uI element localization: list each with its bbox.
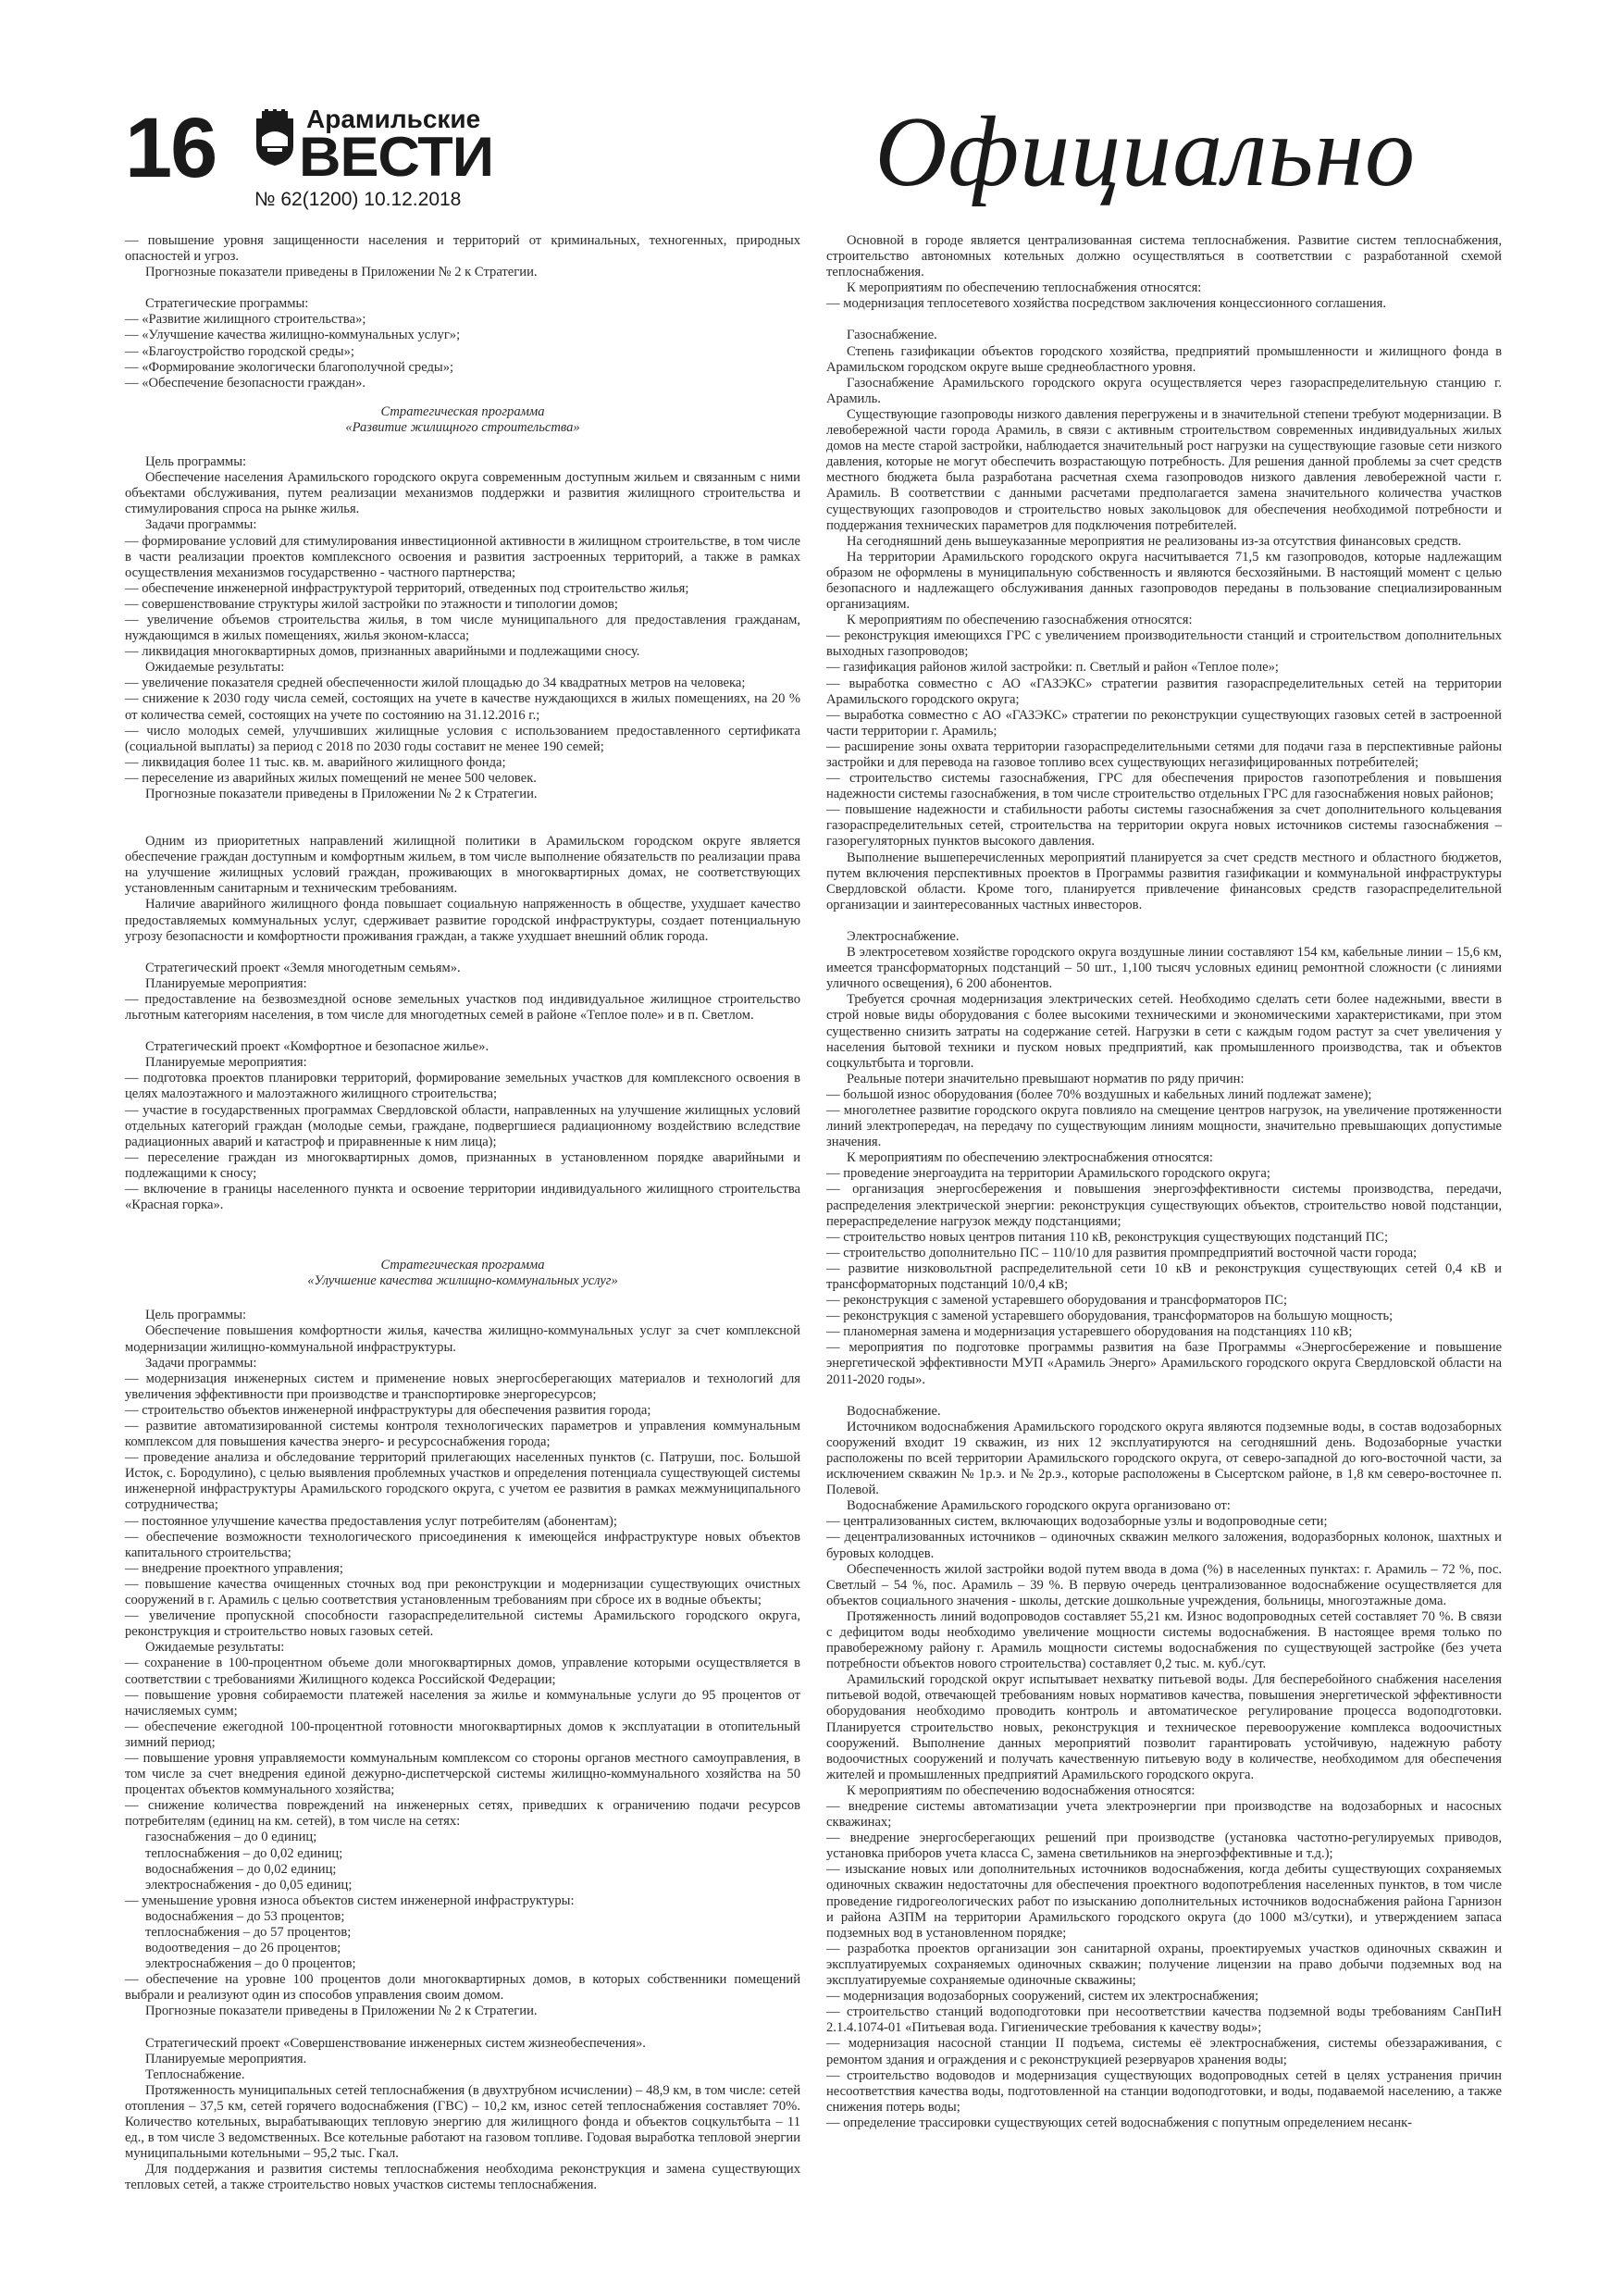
paragraph: Задачи программы:: [145, 517, 257, 533]
list-item: — проведение анализа и обследование территорий прилегающих населенных пунктов (с. Патруши, пос. Большой Исток, с. Бородулино), с целью выявления проблемных участков и определения потенциала существующей системы инженерной инфраструктуры Арамильского городского округа, с учетом ее развития в рамках межмуниципального сотрудничества;: [125, 1450, 800, 1513]
page-number: 16: [125, 101, 217, 195]
list-item: — сохранение в 100-процентном объеме доли многоквартирных домов, управление которыми осуществляется в соответствии с требованиями Жилищного кодекса Российской Федерации;: [125, 1656, 800, 1687]
paragraph: Арамильский городской округ испытывает нехватку питьевой воды. Для бесперебойного снабжения населения питьевой водой, отвечающей требованиям новых нормативов качества, повышения энергетической эффективности оборудования необходимо проводить контроль и автоматическое регулирование процесса водоподготовки. Планируется строительство новых, реконструкция и техническое перевооружение комплекса водоочистных сооружений. Выполнение данных мероприятий позволит гарантировать устойчивую, надежную работу водоочистных сооружений и получать качественную питьевую воду в количестве, необходимом для обеспечения жителей и промышленных предприятий Арамильского городского округа.: [826, 1672, 1502, 1782]
paragraph: Обеспеченность жилой застройки водой путем ввода в дома (%) в населенных пунктах: г. Арамиль – 72 %, пос. Светлый – 54 %, пос. Арамиль – 39 %. В первую очередь централизованное водоснабжение осуществляется для объектов социального значения - школы, детские дошкольные учреждения, больницы, многоэтажные дома.: [826, 1561, 1502, 1608]
paragraph: Ожидаемые результаты:: [145, 1640, 285, 1656]
paragraph: Источником водоснабжения Арамильского городского округа являются подземные воды, в состав водозаборных сооружений входит 19 скважин, из них 12 эксплуатируются на сегодняшний день. Водозаборные участки расположены по всей территории Арамильского городского округа, от северо-западной до юго-восточной части, за исключением скважин № 1р.э. и № 2р.э., которые расположены в Сысертском районе, в 1,8 км северо-восточнее п. Полевой.: [826, 1419, 1502, 1498]
list-item: — увеличение объемов строительства жилья, в том числе муниципального для предоставления гражданам, нуждающимся в жилых помещениях, жилья эконом-класса;: [125, 613, 800, 644]
paragraph: теплоснабжения – до 0,02 единиц;: [145, 1845, 343, 1861]
list-item: — уменьшение уровня износа объектов систем инженерной инфраструктуры:: [125, 1893, 800, 1909]
list-item: — модернизация насосной станции II подъема, системы её электроснабжения, системы обеззараживания, с ремонтом здания и ограждения и с реконструкцией резервуаров хранения воды;: [826, 2036, 1502, 2067]
list-item: — обеспечение возможности технологического присоединения к имеющейся инфраструктуре новых объектов капитального строительства;: [125, 1530, 800, 1561]
left-column: [125, 233, 800, 2194]
paragraph: Цель программы:: [145, 454, 247, 470]
paragraph: Прогнозные показатели приведены в Приложении № 2 к Стратегии.: [145, 2004, 538, 2019]
list-item: — повышение уровня собираемости платежей населения за жилье и коммунальные услуги до 95 процентов от начисляемых сумм;: [125, 1688, 800, 1719]
paragraph: Выполнение вышеперечисленных мероприятий планируется за счет средств местного и областного бюджетов, путем включения перспективных проектов в Программы развития газификации и коммунальной инфраструктуры Свердловской области. Кроме того, планируется привлечение финансовых средств газораспределительной организации и заинтересованных частных инвесторов.: [826, 850, 1502, 912]
list-item: — формирование условий для стимулирования инвестиционной активности в жилищном строительстве, в том числе в части реализации проектов комплексного освоения и развития застроенных территорий, а также в рамках осуществления механизмов государственно - частного партнерства;: [125, 534, 800, 581]
list-item: — увеличение показателя средней обеспеченности жилой площадью до 34 квадратных метров на человека;: [125, 676, 800, 691]
list-item: — реконструкция имеющихся ГРС с увеличением производительности станций и строительством дополнительных выходных газопроводов;: [826, 628, 1502, 660]
paragraph: Газоснабжение.: [847, 328, 937, 343]
list-item: — расширение зоны охвата территории газораспределительными сетями для подачи газа в перспективные районы застройки и для перевода на газовое топливо всех существующих негазифицированных потребителей;: [826, 739, 1502, 771]
list-item: — строительство системы газоснабжения, ГРС для обеспечения приростов газопотребления и повышения надежности системы газоснабжения, в том числе строительство отдельных ГРС для газоснабжения новых районов;: [826, 771, 1502, 802]
paragraph: Водоснабжение Арамильского городского округа организовано от:: [847, 1498, 1231, 1514]
list-item: — включение в границы населенного пункта и освоение территории индивидуального жилищного строительства «Красная горка».: [125, 1182, 800, 1213]
list-item: — переселение граждан из многоквартирных домов, признанных в установленном порядке аварийными и подлежащими к сносу;: [125, 1150, 800, 1182]
paragraph: Стратегический проект «Совершенствование инженерных систем жизнеобеспечения».: [145, 2035, 646, 2051]
list-item: — число молодых семей, улучшивших жилищные условия с использованием предоставленного сертификата (социальной выплаты) за период с 2018 по 2030 годы составит не менее 190 семей;: [125, 724, 800, 755]
paragraph: Одним из приоритетных направлений жилищной политики в Арамильском городском округе является обеспечение граждан доступным и комфортным жильем, в том числе выполнение обязательств по реализации права на улучшение жилищных условий граждан, проживающих в многоквартирных домах, не соответствующих установленным санитарным и техническим требованиям.: [125, 834, 800, 897]
list-item: — строительство дополнительно ПС – 110/10 для развития промпредприятий восточной части города;: [826, 1246, 1502, 1261]
list-item: — развитие низковольтной распределительной сети 10 кВ и реконструкция существующих сетей 0,4 кВ и трансформаторных подстанций 10/0,4 кВ;: [826, 1261, 1502, 1293]
paragraph: — повышение уровня защищенности населения и территорий от криминальных, техногенных, природных опасностей и угроз.: [125, 233, 800, 265]
list-item: — реконструкция с заменой устаревшего оборудования, трансформаторов на большую мощность;: [826, 1309, 1502, 1324]
list-item: — строительство новых центров питания 110 кВ, реконструкция существующих подстанций ПС;: [826, 1230, 1502, 1246]
paragraph: К мероприятиям по обеспечению газоснабжения относятся:: [847, 613, 1193, 628]
list-item: — многолетнее развитие городского округа повлияло на смещение центров нагрузок, на увеличение протяженности линий электропередач, на передачу по существующим линиям мощности, значительно превышающих допустимые значения.: [826, 1103, 1502, 1150]
list-item: — газификация районов жилой застройки: п. Светлый и район «Теплое поле»;: [826, 660, 1502, 676]
paragraph: электроснабжения – до 0 процентов;: [145, 1956, 356, 1972]
paragraph: Требуется срочная модернизация электрических сетей. Необходимо сделать сети более надежными, ввести в строй новые виды оборудования с более высокими техническими и экономическими характеристиками, при этом существенно снизить затраты на содержание сетей. Нагрузки в сети с каждым годом растут за счет увеличения у населения бытовой техники и пуском новых предприятий, как промышленного производства, так и объектов соцкультбыта и торговли.: [826, 992, 1502, 1071]
paragraph: Стратегический проект «Комфортное и безопасное жилье».: [145, 1039, 489, 1055]
list-item: — переселение из аварийных жилых помещений не менее 500 человек.: [125, 771, 800, 787]
paragraph: Наличие аварийного жилищного фонда повышает социальную напряженность в обществе, ухудшает качество предоставляемых коммунальных услуг, сдерживает развитие городской инфраструктуры, создает потенциальную угрозу безопасности и комфортности проживания граждан, а также ухудшает внешний облик города.: [125, 897, 800, 944]
list-item: — выработка совместно с АО «ГАЗЭКС» стратегии развития газораспределительных сетей на территории Арамильского городского округа;: [826, 676, 1502, 708]
list-item: — увеличение пропускной способности газораспределительной системы Арамильского городского округа, реконструкция и строительство новых газовых сетей.: [125, 1608, 800, 1640]
issue-number: № 62(1200) 10.12.2018: [254, 189, 462, 210]
program-heading: Стратегическая программа «Развитие жилищного строительства»: [345, 403, 580, 435]
paragraph: К мероприятиям по обеспечению электроснабжения относятся:: [847, 1150, 1213, 1166]
list-item: — «Обеспечение безопасности граждан».: [125, 376, 800, 391]
list-item: — выработка совместно с АО «ГАЗЭКС» стратегии по реконструкции существующих газовых сетей в застроенной части территории г. Арамиль;: [826, 708, 1502, 739]
paragraph: водоотведения – до 26 процентов;: [145, 1941, 341, 1956]
list-item: — «Формирование экологически благополучной среды»;: [125, 360, 800, 376]
section-title: Официально: [874, 97, 1416, 207]
list-item: — «Улучшение качества жилищно-коммунальных услуг»;: [125, 328, 800, 343]
paragraph: Электроснабжение.: [847, 928, 960, 944]
list-item: — снижение к 2030 году числа семей, состоящих на учете в качестве нуждающихся в жилых помещениях, на 20 % от количества семей, состоящих на учете по состоянию на 31.12.2016 г.;: [125, 691, 800, 723]
paragraph: водоснабжения – до 0,02 единиц;: [145, 1861, 337, 1877]
list-item: — ликвидация многоквартирных домов, признанных аварийными и подлежащими сносу.: [125, 644, 800, 660]
paragraph: Стратегический проект «Земля многодетным семьям».: [145, 960, 461, 975]
list-item: — обеспечение инженерной инфраструктурой территорий, отведенных под строительство жилья;: [125, 581, 800, 597]
paragraph: Теплоснабжение.: [145, 2066, 245, 2082]
list-item: — разработка проектов организации зон санитарной охраны, проектируемых участков одиночных скважин и эксплуатируемых сохраняемых одиночных скважин; получение лицензии на право добычи подземных вод на эксплуатируемые сохраняемые одиночные скважины;: [826, 1942, 1502, 1989]
list-item: — предоставление на безвозмездной основе земельных участков под индивидуальное жилищное строительство льготным категориям населения, в том числе для многодетных семей в районе «Теплое поле» и в п. Светлом.: [125, 992, 800, 1024]
list-item: — реконструкция с заменой устаревшего оборудования и трансформаторов ПС;: [826, 1293, 1502, 1309]
list-item: — проведение энергоаудита на территории Арамильского городского округа;: [826, 1166, 1502, 1182]
paragraph: Стратегические программы:: [145, 296, 309, 312]
list-item: — повышение надежности и стабильности работы системы газоснабжения за счет дополнительного кольцевания газораспределительных сетей, строительства на территории округа новых источников системы газоснабжения – газорегуляторных пунктов высокого давления.: [826, 802, 1502, 850]
list-item: — внедрение энергосберегающих решений при производстве (установка частотно-регулируемых приводов, установка приборов учета класса С, замена светильников на энергоэффективные и т.д.);: [826, 1831, 1502, 1862]
paragraph: Протяженность муниципальных сетей теплоснабжения (в двухтрубном исчислении) – 48,9 км, в том числе: сетей отопления – 37,5 км, сетей горячего водоснабжения (ГВС) – 10,2 км, износ сетей теплоснабжения составляет 70%. Количество котельных, вырабатывающих тепловую энергию для жилищного фонда и объектов соцкультбыта – 11 ед., в том числе 3 ведомственных. Все котельные работают на газовом топливе. Годовая выработка тепловой энергии муниципальными котельными – 95,2 тыс. Гкал.: [125, 2082, 800, 2162]
paragraph: Протяженность линий водопроводов составляет 55,21 км. Износ водопроводных сетей составляет 70 %. В связи с дефицитом воды необходимо увеличение мощности системы водоснабжения. В настоящее время только по правобережному району г. Арамиль мощности системы водоснабжения по существующей застройке (без учета потребности объектов нового строительства) составляет 0,2 тыс. м. куб./сут.: [826, 1608, 1502, 1672]
paragraph: Реальные потери значительно превышают норматив по ряду причин:: [847, 1071, 1245, 1086]
list-item: — участие в государственных программах Свердловской области, направленных на улучшение жилищных условий отдельных категорий граждан (молодые семьи, граждане, подвергшиеся радиационному воздействию вследствие радиационных аварий и катастроф и приравненные к ним лица);: [125, 1103, 800, 1150]
paragraph: Обеспечение повышения комфортности жилья, качества жилищно-коммунальных услуг за счет комплексной модернизации жилищно-коммунальной инфраструктуры.: [125, 1323, 800, 1355]
list-item: — строительство объектов инженерной инфраструктуры для обеспечения развития города;: [125, 1403, 800, 1419]
paragraph: Существующие газопроводы низкого давления перегружены и в значительной степени требуют модернизации. В левобережной части города Арамиль, в связи с активным строительством современных индивидуальных жилых домов на месте старой застройки, наблюдается значительный рост нагрузки на существующие газовые сети низкого давления, которые не могут обеспечить возрастающую потребность. Для решения данной проблемы за счет средств местного бюджета была разработана расчетная схема газопроводов низкого давления левобережной части г. Арамиль. В соответствии с данными расчетами предполагается замена значительного количества участков существующих газопроводов и строительство новых закольцовок для обеспечения необходимой потребности и поддержания технических параметров для подключения потребителей.: [826, 406, 1502, 533]
paragraph: Планируемые мероприятия.: [145, 2051, 307, 2066]
logo-wordmark-bottom: ВЕСТИ: [299, 126, 493, 188]
program-heading: Стратегическая программа «Улучшение качества жилищно-коммунальных услуг»: [307, 1258, 618, 1289]
paragraph: Планируемые мероприятия:: [145, 1055, 307, 1071]
list-item: — строительство станций водоподготовки при несоответствии качества подземной воды требованиям СанПиН 2.1.4.1074-01 «Питьевая вода. Гигиенические требования к качеству воды»;: [826, 2004, 1502, 2036]
paragraph: На сегодняшний день вышеуказанные мероприятия не реализованы из-за отсутствия финансовых средств.: [847, 533, 1462, 549]
list-item: — модернизация теплосетевого хозяйства посредством заключения концессионного соглашения.: [826, 296, 1502, 312]
list-item: — централизованных систем, включающих водозаборные узлы и водопроводные сети;: [826, 1514, 1502, 1530]
paragraph: Степень газификации объектов городского хозяйства, предприятий промышленности и жилищного фонда в Арамильском городском округе выше среднеобластного уровня.: [826, 343, 1502, 375]
city-emblem-icon: [254, 109, 295, 167]
paragraph: Газоснабжение Арамильского городского округа осуществляется через газораспределительную станцию г. Арамиль.: [826, 375, 1502, 406]
paragraph: теплоснабжения – до 57 процентов;: [145, 1925, 352, 1940]
paragraph: Водоснабжение.: [847, 1403, 941, 1419]
list-item: — обеспечение на уровне 100 процентов доли многоквартирных домов, в которых собственники помещений выбрали и реализуют один из способов управления своим домом.: [125, 1972, 800, 2004]
list-item: — строительство водоводов и модернизация существующих водопроводных сетей в целях устранения причин несоответствия качества воды, подготовленной на станции водоподготовки, и воды, подаваемой населению, а также снижения потерь воды;: [826, 2068, 1502, 2116]
list-item: — повышение качества очищенных сточных вод при реконструкции и модернизации существующих очистных сооружений в г. Арамиль с целью соответствия установленным требованиям при сбросе их в водные объекты;: [125, 1577, 800, 1608]
paragraph: Прогнозные показатели приведены в Приложении № 2 к Стратегии.: [145, 787, 538, 801]
paragraph: К мероприятиям по обеспечению теплоснабжения относятся:: [847, 280, 1202, 296]
list-item: — модернизация инженерных систем и применение новых энергосберегающих материалов и технологий для увеличения эффективности при производстве и транспортировке энергоресурсов;: [125, 1371, 800, 1403]
right-column: [826, 233, 1502, 2131]
list-item: — подготовка проектов планировки территорий, формирование земельных участков для комплексного освоения в целях малоэтажного и малоэтажного жилищного строительства;: [125, 1071, 800, 1102]
list-item: — обеспечение ежегодной 100-процентной готовности многоквартирных домов к эксплуатации в отопительный зимний период;: [125, 1719, 800, 1751]
logo-wordmark-top: Арамильские: [306, 105, 481, 133]
list-item: — децентрализованных источников – одиночных скважин мелкого заложения, водоразборных колонок, шахтных и буровых колодцев.: [826, 1530, 1502, 1561]
paragraph: Планируемые мероприятия:: [145, 975, 307, 991]
list-item: — ликвидация более 11 тыс. кв. м. аварийного жилищного фонда;: [125, 755, 800, 771]
list-item: — определение трассировки существующих сетей водоснабжения с попутным определением несанк-: [826, 2116, 1502, 2131]
paragraph: Цель программы:: [145, 1308, 247, 1323]
paragraph: электроснабжения - до 0,05 единиц;: [145, 1877, 353, 1893]
paragraph: Ожидаемые результаты:: [145, 660, 285, 676]
list-item: — модернизация водозаборных сооружений, систем их электроснабжения;: [826, 1989, 1502, 2004]
paragraph: На территории Арамильского городского округа насчитывается 71,5 км газопроводов, которые надлежащим образом не оформлены в муниципальную собственность и являются бесхозяйными. В настоящий момент с целью безопасного и надлежащего обслуживания данных газопроводов переданы в пользование специализированным организациям.: [826, 549, 1502, 613]
list-item: — снижение количества повреждений на инженерных сетях, приведших к ограничению подачи ресурсов потребителям (единиц на км. сетей), в том числе на сетях:: [125, 1798, 800, 1830]
paragraph: Прогнозные показатели приведены в Приложении № 2 к Стратегии.: [145, 265, 538, 280]
list-item: — развитие автоматизированной системы контроля технологических параметров и управления коммунальным комплексом для повышения качества энерго- и ресурсоснабжения города;: [125, 1419, 800, 1450]
paragraph: газоснабжения – до 0 единиц;: [145, 1830, 317, 1845]
paragraph: Основной в городе является централизованная система теплоснабжения. Развитие систем теплоснабжения, строительство автономных котельных должно осуществляться в соответствии с разработанной схемой теплоснабжения.: [826, 233, 1502, 280]
paragraph: К мероприятиям по обеспечению водоснабжения относятся:: [847, 1782, 1196, 1798]
list-item: — совершенствование структуры жилой застройки по этажности и типологии домов;: [125, 597, 800, 613]
paragraph: В электросетевом хозяйстве городского округа воздушные линии составляют 154 км, кабельные линии – 15,6 км, имеется трансформаторных подстанций – 50 шт., 1,100 тысяч условных единиц ремонтной сложности (с линиями уличного освещения), 6 200 абонентов.: [826, 945, 1502, 992]
paragraph: Задачи программы:: [145, 1355, 257, 1371]
list-item: — изыскание новых или дополнительных источников водоснабжения, когда дебиты существующих сохраняемых одиночных скважин недостаточны для обеспечения проектного водопотребления населенных пунктов, в том числе проведение гидрогеологических работ по изысканию дополнительных источников водоснабжения района Гарнизон и района АЗПМ на территории Арамильского городского округа (до 1000 м3/сутки), и утверждением запаса подземных вод в установленном порядке;: [826, 1862, 1502, 1941]
list-item: — повышение уровня управляемости коммунальным комплексом со стороны органов местного самоуправления, в том числе за счет внедрения единой дежурно-диспетчерской системы жилищно-коммунального хозяйства на 50 процентах объектов коммунального хозяйства;: [125, 1751, 800, 1798]
paragraph: Обеспечение населения Арамильского городского округа современным доступным жильем и связанным с ними объектами обслуживания, путем реализации механизмов поддержки и развития жилищного строительства и стимулирования спроса на рынке жилья.: [125, 470, 800, 517]
list-item: — внедрение проектного управления;: [125, 1561, 800, 1577]
list-item: — планомерная замена и модернизация устаревшего оборудования на подстанциях 110 кВ;: [826, 1324, 1502, 1340]
paragraph: водоснабжения – до 53 процентов;: [145, 1908, 345, 1924]
list-item: — организация энергосбережения и повышения энергоэффективности системы производства, передачи, распределения электрической энергии: реконструкция существующих объектов, строительство новой подстанции, перераспределение нагрузок между подстанциями;: [826, 1182, 1502, 1229]
list-item: — «Благоустройство городской среды»;: [125, 344, 800, 360]
list-item: — «Развитие жилищного строительства»;: [125, 312, 800, 328]
list-item: — внедрение системы автоматизации учета электроэнергии при производстве на водозаборных и насосных скважинах;: [826, 1799, 1502, 1831]
list-item: — большой износ оборудования (более 70% воздушных и кабельных линий подлежат замене);: [826, 1087, 1502, 1103]
paragraph: Для поддержания и развития системы теплоснабжения необходима реконструкция и замена существующих тепловых сетей, а также строительство новых участков системы теплоснабжения.: [125, 2162, 800, 2193]
list-item: — постоянное улучшение качества предоставления услуг потребителям (абонентам);: [125, 1514, 800, 1530]
masthead: [125, 93, 1513, 231]
list-item: — мероприятия по подготовке программы развития на базе Программы «Энергосбережение и повышение энергетической эффективности МУП «Арамиль Энерго» Арамильского городского округа Свердловской области на 2011-2020 годы».: [826, 1340, 1502, 1387]
